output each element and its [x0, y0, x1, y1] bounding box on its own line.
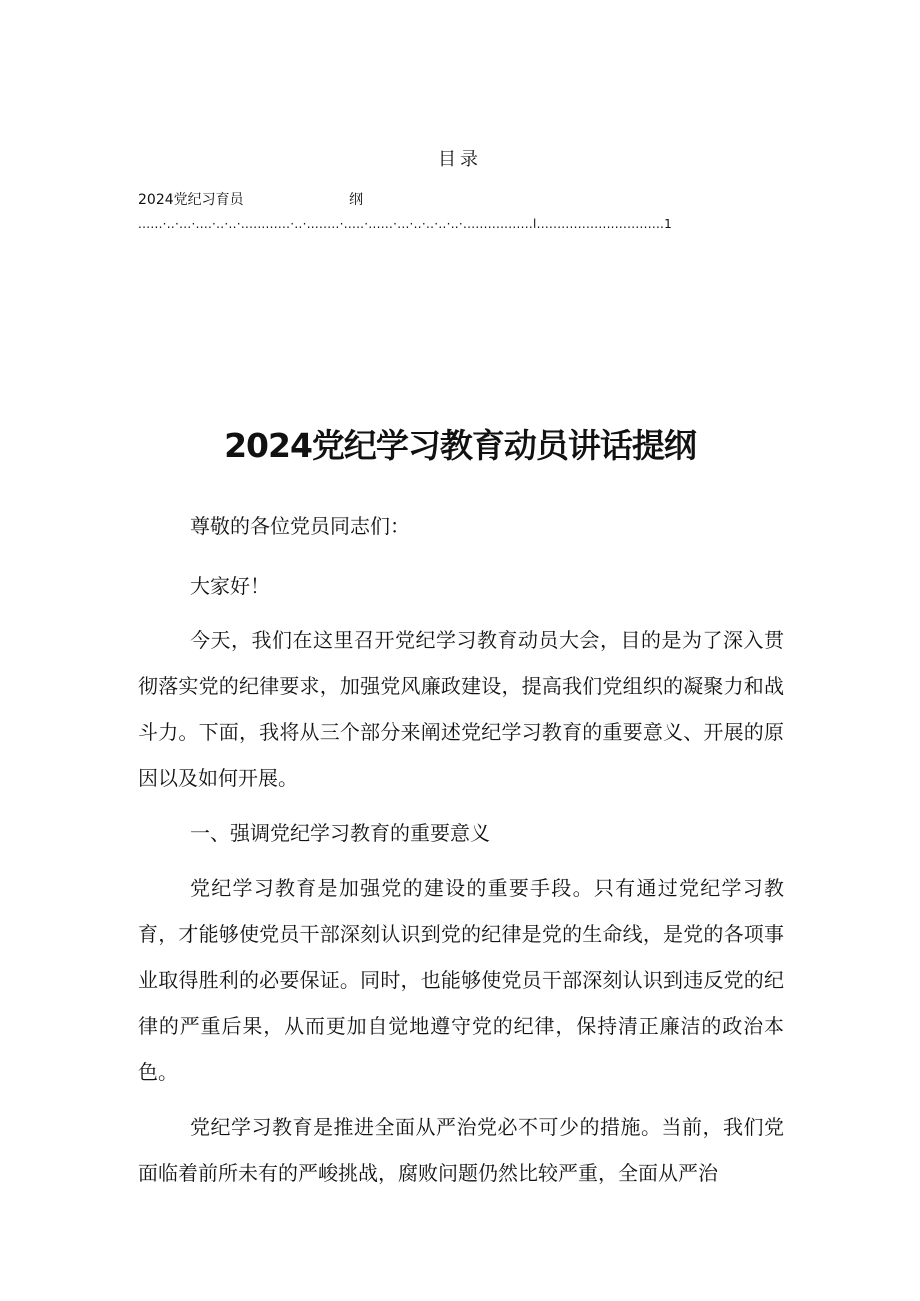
section-heading [190, 810, 836, 856]
toc-entry-leader[interactable]: ......·..·...·....·..·..·............·..·........·.....·......·...·..·..·..·..·.................l...............................1 [138, 217, 673, 231]
salutation-text: 尊敬的各位党员同志们： [190, 514, 410, 538]
paragraph-text: 党纪学习教育是加强党的建设的重要手段。只有通过党纪学习教育，才能够使党员干部深刻认识到党的纪律是党的生命线，是党的各项事业取得胜利的必要保证。同时，也能够使党员干部深刻认识到违反党的纪律的严重后果，从而更加自觉地遵守党的纪律，保持清正廉洁的政治本色。 [138, 876, 784, 1084]
document-title: 2024党纪学习教育动员讲话提纲 [224, 426, 696, 465]
toc-heading: 目录 [438, 149, 482, 170]
paragraph [138, 617, 784, 801]
paragraph-text: 党纪学习教育是推进全面从严治党必不可少的措施。当前，我们党面临着前所未有的严峻挑战，腐败问题仍然比较严重，全面从严治 [138, 1115, 784, 1185]
greeting-text: 大家好！ [190, 574, 270, 598]
section-heading-text: 一、强调党纪学习教育的重要意义 [190, 821, 490, 845]
toc-entry-title[interactable]: 2024党纪习育员 [138, 192, 244, 208]
greeting [190, 563, 836, 609]
paragraph [138, 1104, 784, 1196]
toc-entry-title-end[interactable]: 纲 [349, 192, 363, 208]
salutation [190, 503, 836, 549]
paragraph-text: 今天，我们在这里召开党纪学习教育动员大会，目的是为了深入贯彻落实党的纪律要求，加强党风廉政建设，提高我们党组织的凝聚力和战斗力。下面，我将从三个部分来阐述党纪学习教育的重要意义、开展的原因以及如何开展。 [138, 628, 784, 790]
paragraph [138, 865, 784, 1095]
